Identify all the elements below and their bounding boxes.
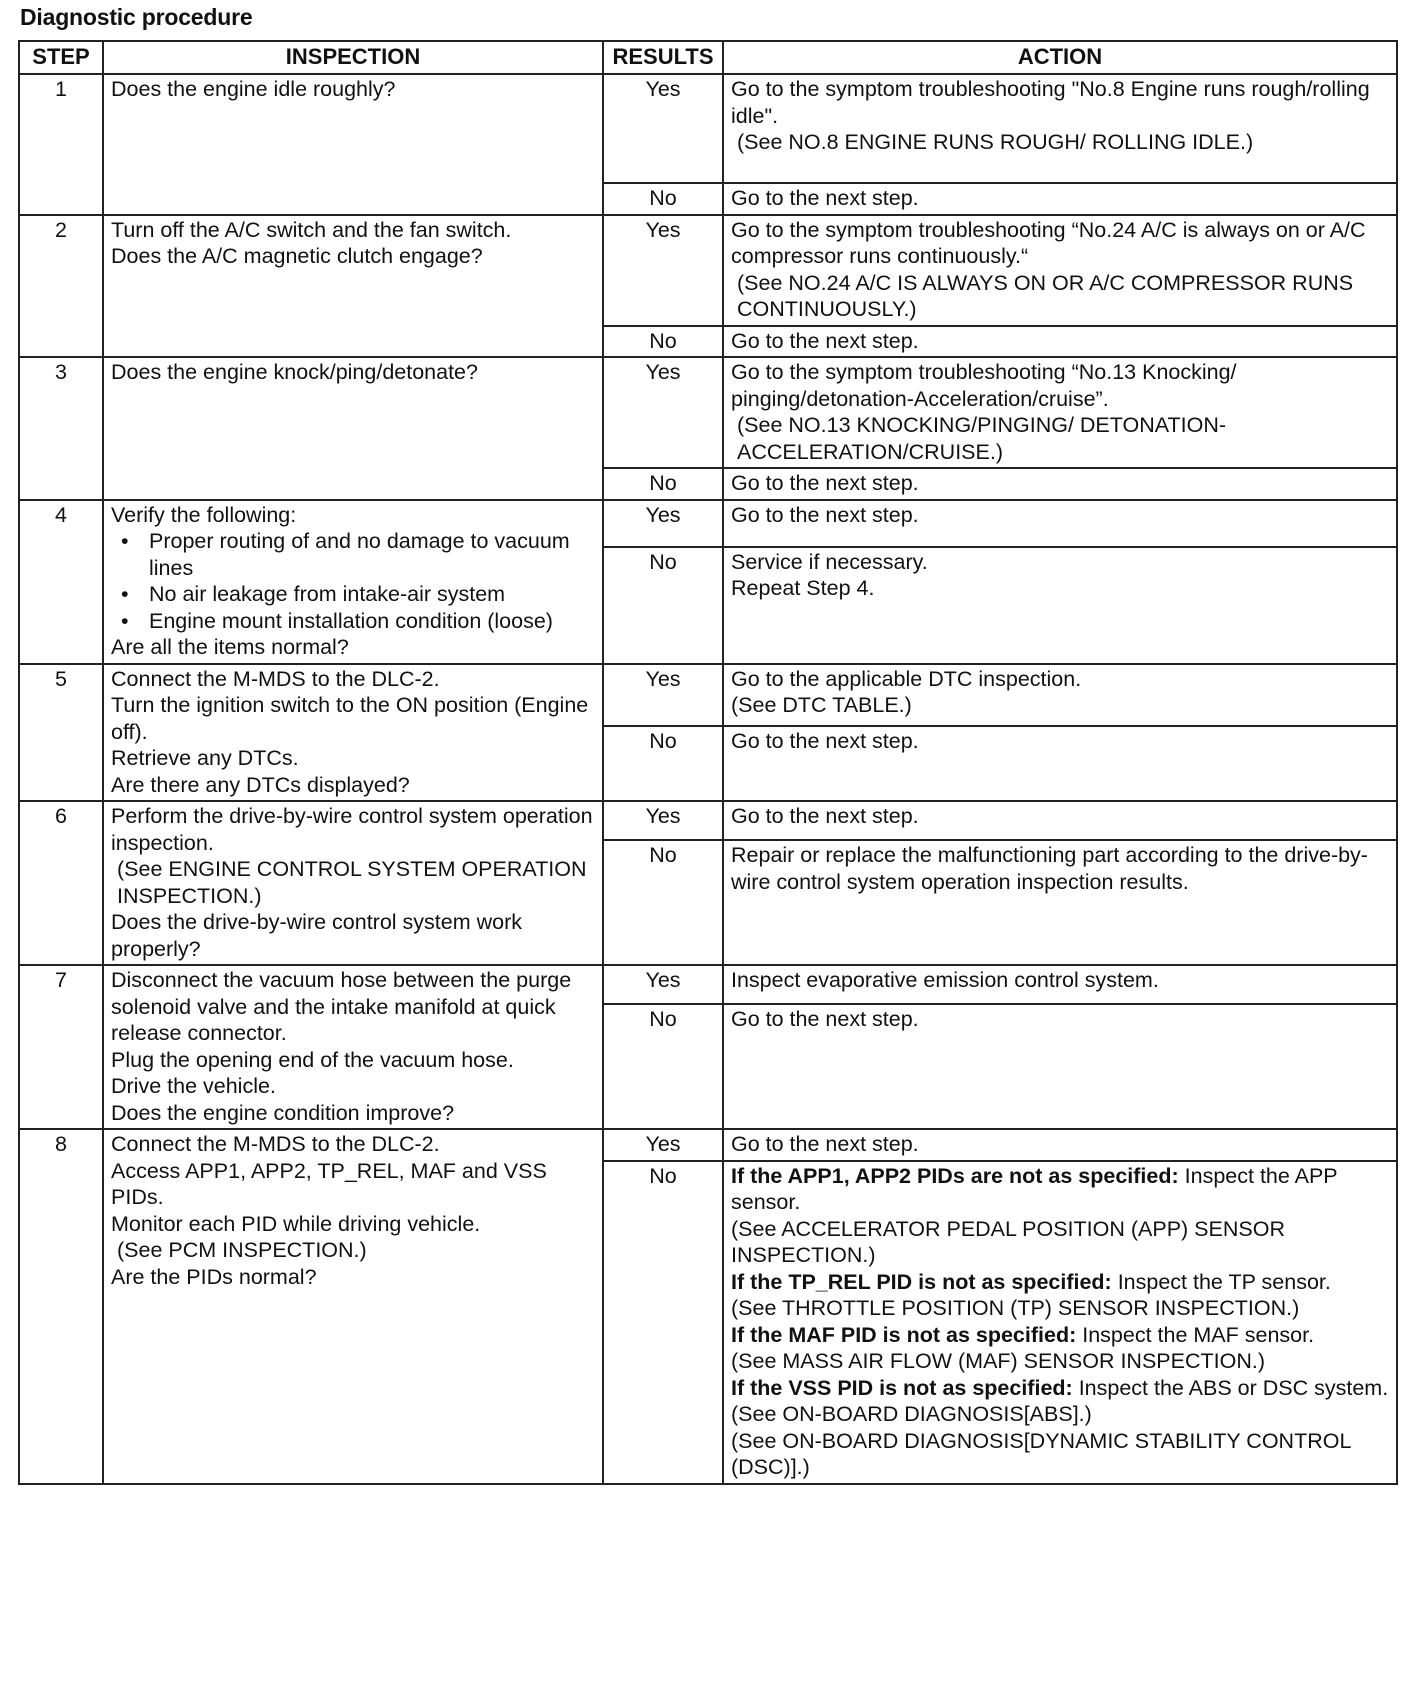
result-no: No <box>603 183 723 215</box>
result-yes: Yes <box>603 357 723 468</box>
result-no: No <box>603 840 723 965</box>
condition-text: Inspect the APP sensor. <box>731 1163 1338 1214</box>
table-row <box>19 965 1397 1004</box>
inspection-text: Disconnect the vacuum hose between the purge solenoid valve and the intake manifold at quick release connector. <box>111 968 572 1045</box>
inspection-text: Perform the drive-by-wire control system operation inspection. <box>111 804 593 855</box>
inspection-cell <box>103 74 603 215</box>
inspection-cell <box>103 357 603 500</box>
action-text: Repeat Step 4. <box>731 576 875 600</box>
action-text: Go to the next step. <box>731 804 919 828</box>
header-action: ACTION <box>723 41 1397 74</box>
action-text: Go to the symptom troubleshooting “No.24 A/C is always on or A/C compressor runs continuously.“ <box>731 217 1366 268</box>
condition-label: If the TP_REL PID is not as specified: <box>731 1269 1112 1294</box>
header-inspection: INSPECTION <box>103 41 603 74</box>
inspection-text: Turn the ignition switch to the ON position (Engine off). <box>111 693 589 744</box>
result-no: No <box>603 1004 723 1129</box>
header-results: RESULTS <box>603 41 723 74</box>
action-no <box>723 183 1397 215</box>
action-reference: (See ON-BOARD DIAGNOSIS[DYNAMIC STABILITY CONTROL (DSC)].) <box>731 1428 1351 1479</box>
step-number: 8 <box>19 1129 103 1484</box>
action-yes <box>723 965 1397 1004</box>
inspection-text: Retrieve any DTCs. <box>111 746 299 770</box>
condition-text: Inspect the TP sensor. <box>1117 1269 1331 1294</box>
result-yes: Yes <box>603 664 723 727</box>
action-no <box>723 1161 1397 1484</box>
inspection-text: Are all the items normal? <box>111 635 349 659</box>
action-text: Go to the symptom troubleshooting "No.8 Engine runs rough/rolling idle". <box>731 77 1370 128</box>
result-no: No <box>603 547 723 664</box>
step-number: 2 <box>19 215 103 358</box>
inspection-text: Does the engine idle roughly? <box>111 77 396 101</box>
step-number: 1 <box>19 74 103 215</box>
condition-label: If the MAF PID is not as specified: <box>731 1322 1077 1347</box>
action-yes <box>723 801 1397 840</box>
action-text: Go to the next step. <box>731 1007 919 1031</box>
condition-text: Inspect the ABS or DSC system. <box>1078 1375 1389 1400</box>
result-no: No <box>603 726 723 801</box>
list-item: • Proper routing of and no damage to vacuum lines <box>121 528 595 581</box>
action-text: Service if necessary. <box>731 549 928 574</box>
page-title: Diagnostic procedure <box>20 4 253 30</box>
inspection-reference: (See PCM INSPECTION.) <box>117 1238 367 1262</box>
action-yes <box>723 215 1397 326</box>
table-row <box>19 1129 1397 1161</box>
condition-block-tp <box>731 1269 1389 1296</box>
action-text: Go to the next step. <box>731 1132 919 1156</box>
inspection-text: Connect the M-MDS to the DLC-2. <box>111 666 440 691</box>
condition-label: If the APP1, APP2 PIDs are not as specified: <box>731 1163 1179 1188</box>
action-reference: (See ACCELERATOR PEDAL POSITION (APP) SENSOR INSPECTION.) <box>731 1216 1285 1267</box>
table-row <box>19 215 1397 326</box>
inspection-cell <box>103 664 603 802</box>
action-reference: (See THROTTLE POSITION (TP) SENSOR INSPECTION.) <box>731 1296 1300 1320</box>
action-no <box>723 1004 1397 1129</box>
action-reference: (See MASS AIR FLOW (MAF) SENSOR INSPECTION.) <box>731 1349 1265 1373</box>
header-step: STEP <box>19 41 103 74</box>
inspection-text: Are the PIDs normal? <box>111 1264 317 1289</box>
inspection-cell <box>103 215 603 358</box>
table-row <box>19 357 1397 468</box>
inspection-text: Verify the following: <box>111 502 297 527</box>
list-item: • No air leakage from intake-air system <box>121 581 595 608</box>
action-text: Go to the next step. <box>731 729 919 753</box>
table-row <box>19 664 1397 727</box>
inspection-text: Does the engine condition improve? <box>111 1100 455 1125</box>
inspection-bullet-list <box>111 528 595 634</box>
action-text: Inspect evaporative emission control system. <box>731 968 1159 992</box>
action-text: Go to the symptom troubleshooting “No.13 Knocking/ pinging/detonation-Acceleration/cruise”. <box>731 360 1237 411</box>
result-no: No <box>603 468 723 500</box>
step-number: 3 <box>19 357 103 500</box>
table-row <box>19 500 1397 547</box>
inspection-text: Access APP1, APP2, TP_REL, MAF and VSS PIDs. <box>111 1158 547 1209</box>
table-row <box>19 801 1397 840</box>
result-no: No <box>603 326 723 358</box>
table-row <box>19 74 1397 183</box>
action-text: Go to the applicable DTC inspection. <box>731 666 1082 691</box>
action-reference: (See NO.8 ENGINE RUNS ROUGH/ ROLLING IDLE.) <box>737 130 1254 154</box>
action-reference: (See ON-BOARD DIAGNOSIS[ABS].) <box>731 1402 1092 1426</box>
inspection-text: Does the A/C magnetic clutch engage? <box>111 244 483 268</box>
action-yes <box>723 664 1397 727</box>
action-no <box>723 840 1397 965</box>
inspection-cell <box>103 1129 603 1484</box>
step-number: 4 <box>19 500 103 664</box>
action-no <box>723 468 1397 500</box>
inspection-text: Monitor each PID while driving vehicle. <box>111 1211 481 1236</box>
result-yes: Yes <box>603 74 723 183</box>
condition-block-maf <box>731 1322 1389 1349</box>
inspection-text: Does the drive-by-wire control system work properly? <box>111 910 523 961</box>
result-no: No <box>603 1161 723 1484</box>
action-text: Repair or replace the malfunctioning part according to the drive-by-wire control system operation inspection results. <box>731 843 1368 894</box>
condition-block-vss <box>731 1375 1389 1402</box>
step-number: 6 <box>19 801 103 965</box>
result-yes: Yes <box>603 500 723 547</box>
inspection-reference: (See ENGINE CONTROL SYSTEM OPERATION INSPECTION.) <box>117 857 587 908</box>
condition-text: Inspect the MAF sensor. <box>1082 1322 1315 1347</box>
inspection-text: Connect the M-MDS to the DLC-2. <box>111 1132 440 1156</box>
action-text: Go to the next step. <box>731 502 919 527</box>
action-yes <box>723 1129 1397 1161</box>
result-yes: Yes <box>603 801 723 840</box>
inspection-cell <box>103 500 603 664</box>
inspection-cell <box>103 801 603 965</box>
action-reference: (See DTC TABLE.) <box>731 693 912 717</box>
action-reference: (See NO.13 KNOCKING/PINGING/ DETONATION-ACCELERATION/CRUISE.) <box>737 413 1227 464</box>
action-text: Go to the next step. <box>731 186 919 210</box>
inspection-text: Turn off the A/C switch and the fan switch. <box>111 217 512 242</box>
result-yes: Yes <box>603 215 723 326</box>
inspection-cell <box>103 965 603 1129</box>
inspection-text: Are there any DTCs displayed? <box>111 772 410 797</box>
table-header-row <box>19 41 1397 74</box>
diagnostic-procedure-table <box>18 40 1398 1485</box>
action-yes <box>723 74 1397 183</box>
action-no <box>723 726 1397 801</box>
action-no <box>723 547 1397 664</box>
action-no <box>723 326 1397 358</box>
action-yes <box>723 357 1397 468</box>
condition-block-app <box>731 1163 1389 1216</box>
condition-label: If the VSS PID is not as specified: <box>731 1375 1073 1400</box>
inspection-text: Drive the vehicle. <box>111 1074 276 1098</box>
action-text: Go to the next step. <box>731 328 919 353</box>
action-yes <box>723 500 1397 547</box>
inspection-text: Does the engine knock/ping/detonate? <box>111 360 478 384</box>
step-number: 5 <box>19 664 103 802</box>
action-text: Go to the next step. <box>731 471 919 495</box>
list-item: • Engine mount installation condition (loose) <box>121 608 595 635</box>
result-yes: Yes <box>603 965 723 1004</box>
action-reference: (See NO.24 A/C IS ALWAYS ON OR A/C COMPRESSOR RUNS CONTINUOUSLY.) <box>737 270 1354 321</box>
step-number: 7 <box>19 965 103 1129</box>
result-yes: Yes <box>603 1129 723 1161</box>
inspection-text: Plug the opening end of the vacuum hose. <box>111 1047 514 1072</box>
